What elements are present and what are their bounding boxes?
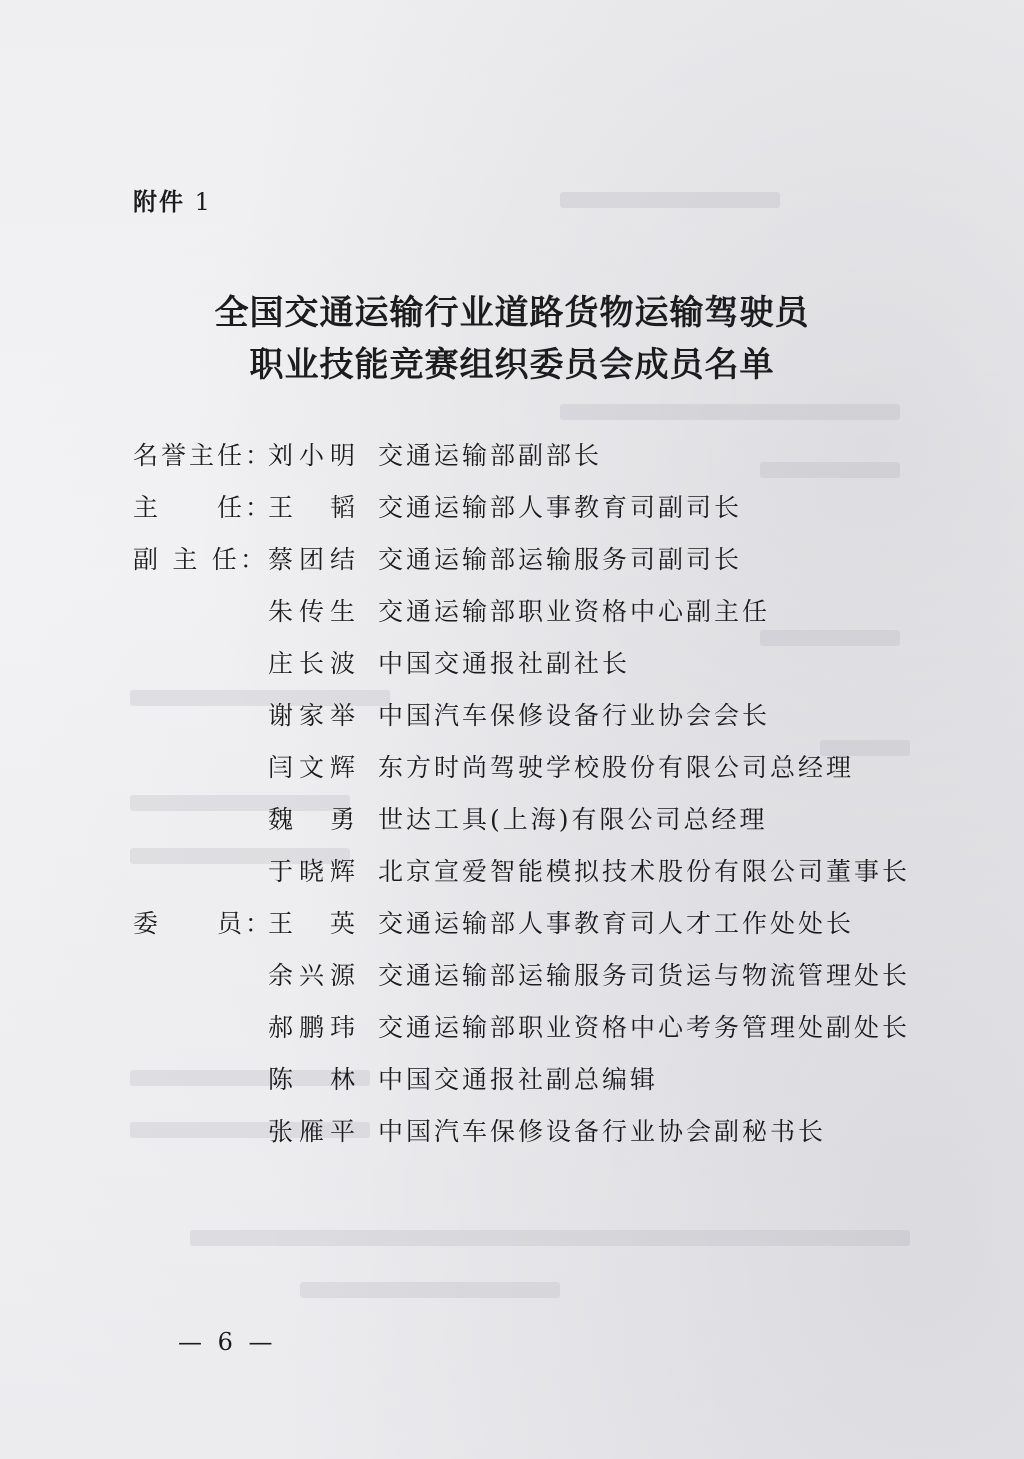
member-position: 交通运输部运输服务司货运与物流管理处长 bbox=[378, 961, 911, 990]
member-name: 郝鹏玮 bbox=[268, 1013, 358, 1042]
member-name: 王 韬 bbox=[268, 493, 358, 522]
member-position: 交通运输部副部长 bbox=[378, 441, 603, 470]
member-name: 张雁平 bbox=[268, 1117, 358, 1146]
member-name: 王 英 bbox=[268, 909, 358, 938]
member-name: 闫文辉 bbox=[268, 753, 358, 782]
document-title-line-1: 全国交通运输行业道路货物运输驾驶员 bbox=[214, 293, 810, 333]
member-position: 交通运输部职业资格中心副主任 bbox=[378, 597, 771, 626]
member-position: 交通运输部人事教育司人才工作处处长 bbox=[378, 909, 855, 938]
member-name: 魏 勇 bbox=[268, 805, 358, 834]
member-position: 中国汽车保修设备行业协会副秘书长 bbox=[378, 1117, 827, 1146]
member-name: 刘小明 bbox=[268, 441, 358, 470]
member-role: 委 员： bbox=[133, 909, 274, 938]
member-position: 北京宣爱智能模拟技术股份有限公司董事长 bbox=[378, 857, 911, 886]
member-position: 中国交通报社副总编辑 bbox=[378, 1065, 659, 1094]
member-name: 蔡团结 bbox=[268, 545, 358, 574]
member-role: 名誉主任： bbox=[133, 441, 274, 470]
bleed-through-line bbox=[190, 1230, 910, 1246]
attachment-number: 1 bbox=[194, 188, 212, 216]
member-name: 陈 林 bbox=[268, 1065, 358, 1094]
member-name: 朱传生 bbox=[268, 597, 358, 626]
member-name: 庄长波 bbox=[268, 649, 358, 678]
member-position: 中国汽车保修设备行业协会会长 bbox=[378, 701, 771, 730]
page-number: — 6 — bbox=[178, 1328, 277, 1356]
member-role: 副 主 任： bbox=[133, 545, 268, 574]
member-position: 中国交通报社副社长 bbox=[378, 649, 631, 678]
attachment-label bbox=[133, 182, 212, 217]
bleed-through-line bbox=[760, 630, 900, 646]
member-name: 于晓辉 bbox=[268, 857, 358, 886]
member-position: 东方时尚驾驶学校股份有限公司总经理 bbox=[378, 753, 855, 782]
member-position: 交通运输部人事教育司副司长 bbox=[378, 493, 743, 522]
bleed-through-line bbox=[300, 1282, 560, 1298]
attachment-label-text: 附件 bbox=[133, 187, 185, 216]
member-position: 世达工具(上海)有限公司总经理 bbox=[378, 805, 768, 834]
member-role: 主 任： bbox=[133, 493, 274, 522]
bleed-through-line bbox=[760, 462, 900, 478]
bleed-through-line bbox=[560, 192, 780, 208]
member-name: 谢家举 bbox=[268, 701, 358, 730]
member-position: 交通运输部运输服务司副司长 bbox=[378, 545, 743, 574]
member-name: 余兴源 bbox=[268, 961, 358, 990]
document-title-line-2: 职业技能竞赛组织委员会成员名单 bbox=[249, 345, 775, 385]
member-position: 交通运输部职业资格中心考务管理处副处长 bbox=[378, 1013, 911, 1042]
bleed-through-line bbox=[560, 404, 900, 420]
